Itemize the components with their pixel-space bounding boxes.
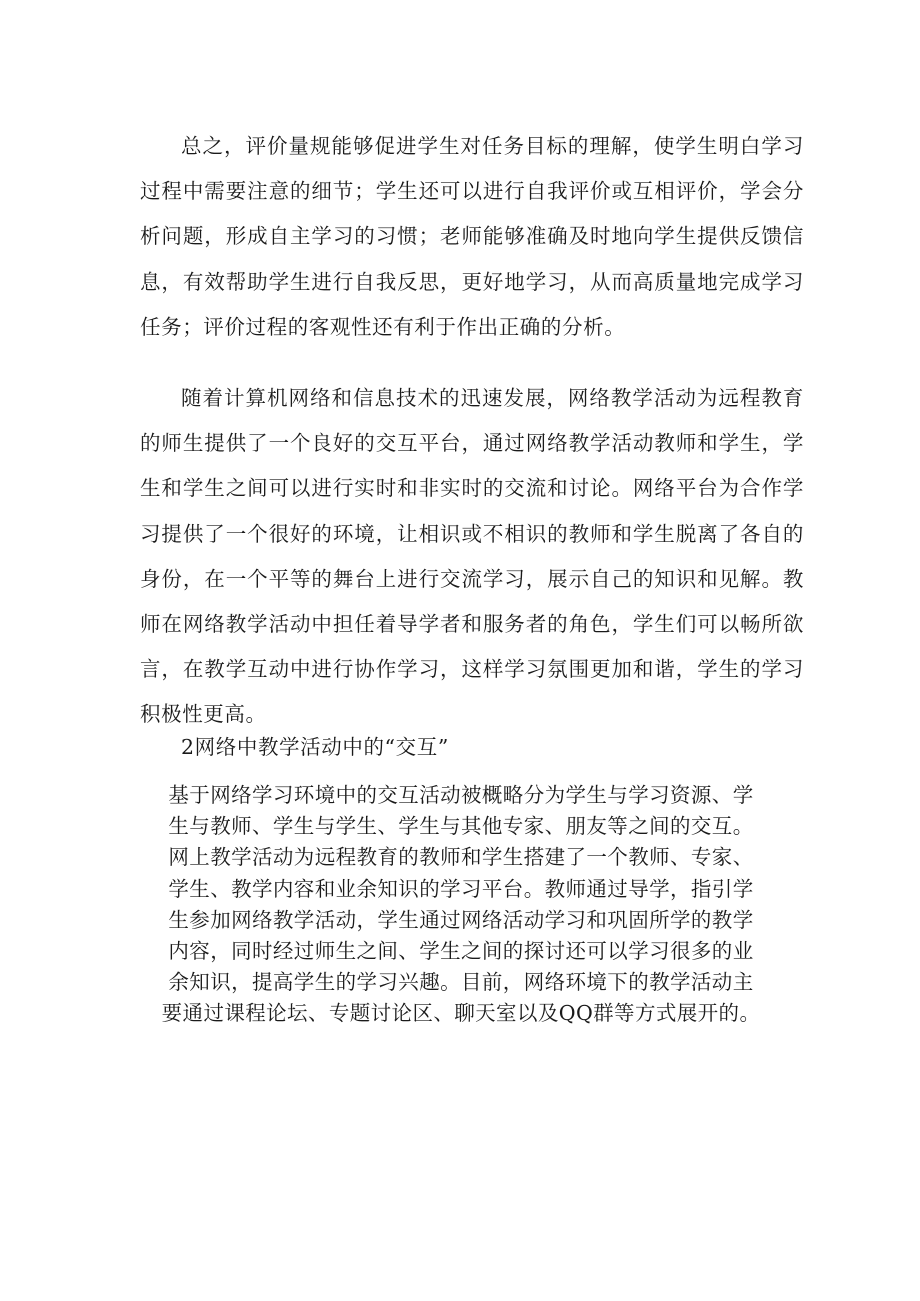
paragraph-network-teaching: 随着计算机网络和信息技术的迅速发展，网络教学活动为远程教育的师生提供了一个良好的交互平台，通过网络教学活动教师和学生，学生和学生之间可以进行实时和非实时的交流和讨论。网络平台为合作学习提供了一个很好的环境，让相识或不相识的教师和学生脱离了各自的身份，在一个平等的舞台上进行交流学习，展示自己的知识和见解。教师在网络教学活动中担任着导学者和服务者的角色，学生们可以畅所欲言，在教学互动中进行协作学习，这样学习氛围更加和谐，学生的学习积极性更高。	[140, 386, 804, 727]
section-heading: 2网络中教学活动中的“交互”	[181, 735, 449, 759]
paragraph-evaluation-rubric: 总之，评价量规能够促进学生对任务目标的理解，使学生明白学习过程中需要注意的细节；学生还可以进行自我评价或互相评价，学会分析问题，形成自主学习的习惯；老师能够准确及时地向学生提供反馈信息，有效帮助学生进行自我反思，更好地学习，从而高质量地完成学习任务；评价过程的客观性还有利于作出正确的分析。	[140, 134, 804, 339]
paragraph-interaction: 基于网络学习环境中的交互活动被概略分为学生与学习资源、学生与教师、学生与学生、学生与其他专家、朋友等之间的交互。网上教学活动为远程教育的教师和学生搭建了一个教师、专家、学生、教学内容和业余知识的学习平台。教师通过导学，指引学生参加网络教学活动，学生通过网络活动学习和巩固所学的教学内容，同时经过师生之间、学生之间的探讨还可以学习很多的业余知识，提高学生的学习兴趣。目前，网络环境下的教学活动主要通过课程论坛、专题讨论区、聊天室以及QQ群等方式展开的。	[161, 783, 761, 1026]
